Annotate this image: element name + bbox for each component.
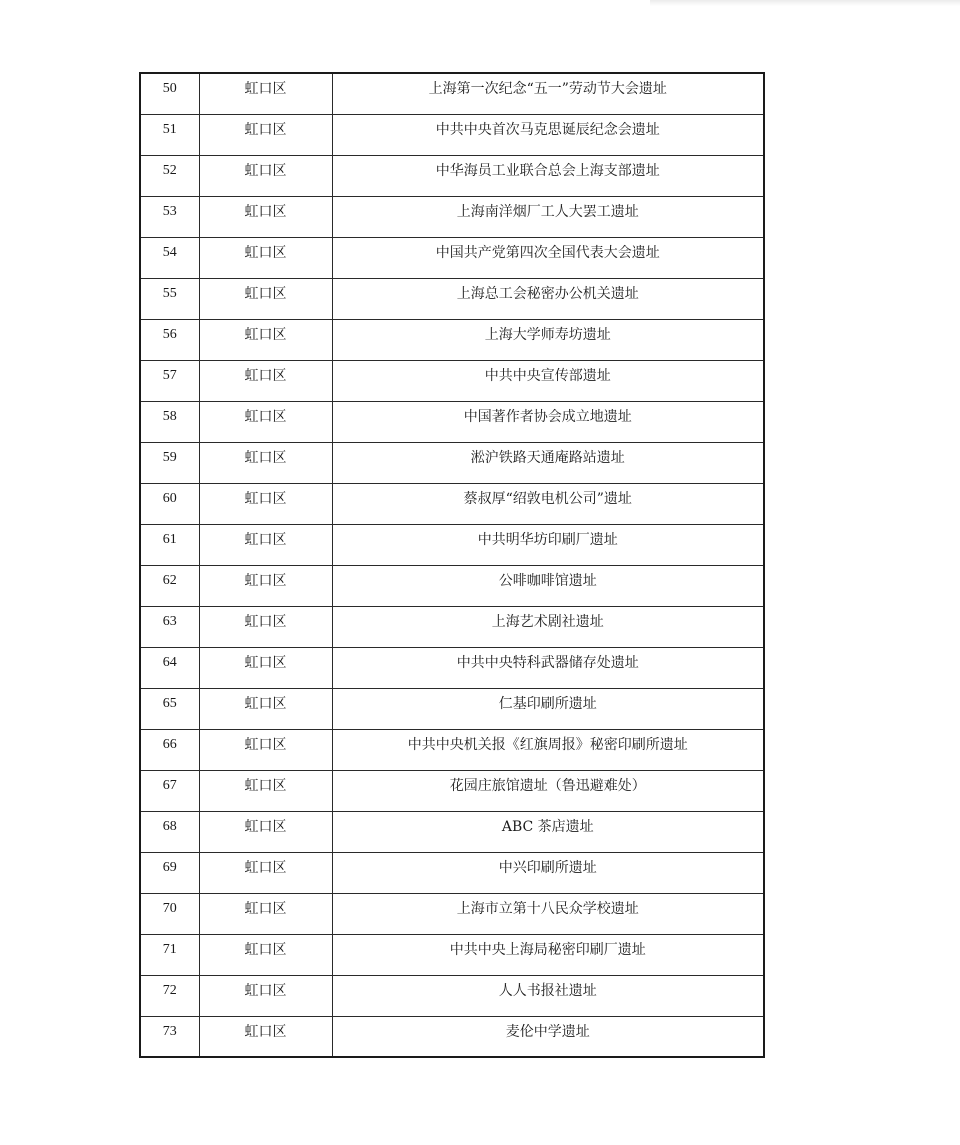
district-cell: 虹口区	[199, 442, 332, 483]
district-cell: 虹口区	[199, 237, 332, 278]
site-name-cell: 中国共产党第四次全国代表大会遗址	[332, 237, 764, 278]
table-row	[140, 852, 764, 893]
row-number-cell: 62	[140, 565, 199, 606]
site-name-cell: 人人书报社遗址	[332, 975, 764, 1016]
table-row	[140, 237, 764, 278]
table-row	[140, 688, 764, 729]
site-name-cell: 中共中央特科武器储存处遗址	[332, 647, 764, 688]
site-name-cell: ABC 茶店遗址	[332, 811, 764, 852]
site-name-cell: 中共中央宣传部遗址	[332, 360, 764, 401]
district-cell: 虹口区	[199, 565, 332, 606]
table-row	[140, 729, 764, 770]
site-name-cell: 上海市立第十八民众学校遗址	[332, 893, 764, 934]
table-row	[140, 278, 764, 319]
table-row	[140, 73, 764, 114]
site-name-cell: 上海艺术剧社遗址	[332, 606, 764, 647]
row-number-cell: 53	[140, 196, 199, 237]
district-cell: 虹口区	[199, 524, 332, 565]
row-number-cell: 67	[140, 770, 199, 811]
site-name-cell: 花园庄旅馆遗址（鲁迅避难处）	[332, 770, 764, 811]
site-name-cell: 上海总工会秘密办公机关遗址	[332, 278, 764, 319]
row-number-cell: 58	[140, 401, 199, 442]
row-number-cell: 65	[140, 688, 199, 729]
site-name-cell: 公啡咖啡馆遗址	[332, 565, 764, 606]
district-cell: 虹口区	[199, 852, 332, 893]
district-cell: 虹口区	[199, 196, 332, 237]
table-row	[140, 319, 764, 360]
row-number-cell: 51	[140, 114, 199, 155]
page-top-shadow	[650, 0, 960, 6]
row-number-cell: 50	[140, 73, 199, 114]
district-cell: 虹口区	[199, 114, 332, 155]
row-number-cell: 56	[140, 319, 199, 360]
row-number-cell: 59	[140, 442, 199, 483]
table-row	[140, 975, 764, 1016]
site-name-cell: 蔡叔厚“绍敦电机公司”遗址	[332, 483, 764, 524]
district-cell: 虹口区	[199, 1016, 332, 1057]
site-name-cell: 上海南洋烟厂工人大罢工遗址	[332, 196, 764, 237]
district-cell: 虹口区	[199, 688, 332, 729]
row-number-cell: 61	[140, 524, 199, 565]
site-name-cell: 中共中央首次马克思诞辰纪念会遗址	[332, 114, 764, 155]
site-name-cell: 上海大学师寿坊遗址	[332, 319, 764, 360]
district-cell: 虹口区	[199, 278, 332, 319]
row-number-cell: 52	[140, 155, 199, 196]
district-cell: 虹口区	[199, 73, 332, 114]
row-number-cell: 63	[140, 606, 199, 647]
site-name-cell: 中共中央上海局秘密印刷厂遗址	[332, 934, 764, 975]
district-cell: 虹口区	[199, 729, 332, 770]
row-number-cell: 60	[140, 483, 199, 524]
district-cell: 虹口区	[199, 647, 332, 688]
district-cell: 虹口区	[199, 770, 332, 811]
table-row	[140, 1016, 764, 1057]
table-row	[140, 811, 764, 852]
site-name-cell: 上海第一次纪念“五一”劳动节大会遗址	[332, 73, 764, 114]
district-cell: 虹口区	[199, 811, 332, 852]
site-name-cell: 麦伦中学遗址	[332, 1016, 764, 1057]
table-row	[140, 114, 764, 155]
row-number-cell: 54	[140, 237, 199, 278]
site-name-cell: 中兴印刷所遗址	[332, 852, 764, 893]
district-cell: 虹口区	[199, 319, 332, 360]
site-name-cell: 仁基印刷所遗址	[332, 688, 764, 729]
table-row	[140, 647, 764, 688]
district-cell: 虹口区	[199, 893, 332, 934]
table-row	[140, 770, 764, 811]
table-body	[140, 73, 764, 1057]
site-name-cell: 中共中央机关报《红旗周报》秘密印刷所遗址	[332, 729, 764, 770]
row-number-cell: 68	[140, 811, 199, 852]
row-number-cell: 69	[140, 852, 199, 893]
site-name-cell: 淞沪铁路天通庵路站遗址	[332, 442, 764, 483]
district-cell: 虹口区	[199, 483, 332, 524]
district-cell: 虹口区	[199, 155, 332, 196]
row-number-cell: 71	[140, 934, 199, 975]
row-number-cell: 64	[140, 647, 199, 688]
row-number-cell: 70	[140, 893, 199, 934]
table-row	[140, 360, 764, 401]
row-number-cell: 73	[140, 1016, 199, 1057]
table-row	[140, 565, 764, 606]
site-name-cell: 中华海员工业联合总会上海支部遗址	[332, 155, 764, 196]
site-name-cell: 中国著作者协会成立地遗址	[332, 401, 764, 442]
district-cell: 虹口区	[199, 934, 332, 975]
table-row	[140, 934, 764, 975]
table-row	[140, 606, 764, 647]
table-row	[140, 483, 764, 524]
table-row	[140, 524, 764, 565]
district-cell: 虹口区	[199, 401, 332, 442]
table-row	[140, 155, 764, 196]
row-number-cell: 66	[140, 729, 199, 770]
table-row	[140, 401, 764, 442]
district-cell: 虹口区	[199, 975, 332, 1016]
district-cell: 虹口区	[199, 606, 332, 647]
row-number-cell: 72	[140, 975, 199, 1016]
table-row	[140, 442, 764, 483]
district-cell: 虹口区	[199, 360, 332, 401]
row-number-cell: 55	[140, 278, 199, 319]
row-number-cell: 57	[140, 360, 199, 401]
table-row	[140, 893, 764, 934]
heritage-sites-table	[139, 72, 765, 1058]
site-name-cell: 中共明华坊印刷厂遗址	[332, 524, 764, 565]
table-row	[140, 196, 764, 237]
